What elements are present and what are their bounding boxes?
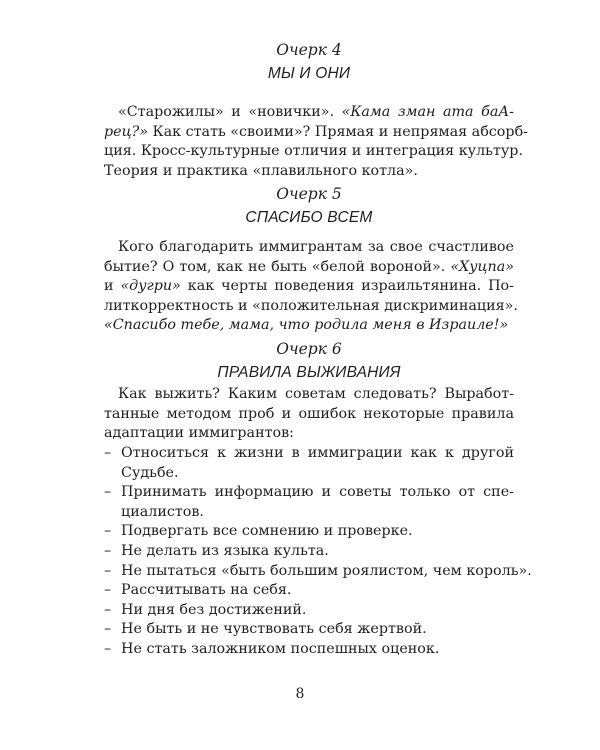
summary-line: Теория и практика «плавильного котла». — [104, 162, 418, 179]
essay-4-summary — [104, 103, 529, 181]
survival-rules-list — [104, 444, 532, 660]
rule-item — [104, 522, 514, 542]
rule-line: Судьбе. — [121, 464, 179, 481]
rule-line: – Не делать из языка культа. — [121, 542, 329, 559]
rule-line: циалистов. — [121, 503, 204, 520]
essay-6-summary — [104, 385, 514, 444]
summary-line: танные методом проб и ошибок некоторые правила — [104, 405, 514, 422]
summary-line: рец?» Как стать «своими»? Прямая и непрямая абсорб- — [104, 123, 529, 140]
essay-6-label: Очерк 6 — [276, 340, 342, 358]
summary-line — [104, 316, 514, 336]
essay-4-title: МЫ И ОНИ — [267, 65, 351, 82]
summary-line: ция. Кросс-культурные отличия и интеграция культур. — [104, 143, 523, 160]
rule-item — [104, 640, 514, 660]
rule-line: – Относиться к жизни в иммиграции как к другой — [121, 445, 514, 461]
rule-line: – Ни дня без достижений. — [121, 601, 307, 618]
page-number: 8 — [295, 686, 305, 702]
italic-phrase: «Спасибо тебе, мама, что родила меня в Израиле!» — [104, 317, 509, 334]
rule-item — [104, 562, 532, 582]
italic-phrase: «Хуцпа» — [450, 258, 514, 275]
essay-6-title: ПРАВИЛА ВЫЖИВАНИЯ — [217, 364, 401, 381]
essay-4-header — [104, 40, 514, 84]
italic-phrase: «Кама зман ата баА- — [341, 104, 514, 120]
rule-item — [104, 620, 514, 640]
summary-line: и «дугри» как черты поведения израильтянина. По- — [104, 278, 514, 295]
italic-phrase: рец?» — [104, 123, 149, 140]
rule-item — [104, 601, 514, 621]
rule-line: – Не стать заложником поспешных оценок. — [121, 640, 440, 657]
summary-line: «Старожилы» и «новички». «Кама зман ата баА- — [118, 104, 514, 120]
rule-item — [104, 542, 514, 562]
rule-line: – Не пытаться «быть большим роялистом, чем король». — [121, 562, 532, 579]
rule-item — [104, 581, 514, 601]
essay-6-header — [104, 339, 514, 383]
summary-line: литкорректность и «положительная дискриминация». — [104, 297, 518, 314]
rule-item — [104, 444, 514, 483]
rule-item — [104, 483, 514, 522]
essay-5-title: СПАСИБО ВСЕМ — [245, 209, 373, 226]
essay-5-label: Очерк 5 — [276, 185, 342, 203]
summary-line: Как выжить? Каким советам следовать? Выработ- — [118, 386, 514, 402]
summary-line: адаптации иммигрантов: — [104, 425, 294, 442]
essay-5-header — [104, 184, 514, 228]
summary-line: бытие? О том, как не быть «белой вороной». «Хуцпа» — [104, 258, 514, 275]
italic-phrase: «дугри» — [120, 278, 181, 295]
rule-line: – Подвергать все сомнению и проверке. — [121, 523, 413, 540]
summary-line: Кого благодарить иммигрантам за свое счастливое — [118, 239, 514, 255]
essay-5-summary — [104, 238, 518, 336]
rule-line: – Не быть и не чувствовать себя жертвой. — [121, 621, 427, 638]
essay-4-label: Очерк 4 — [276, 41, 342, 59]
rule-line: – Принимать информацию и советы только от спе- — [121, 484, 514, 501]
rule-line: – Рассчитывать на себя. — [121, 582, 292, 599]
